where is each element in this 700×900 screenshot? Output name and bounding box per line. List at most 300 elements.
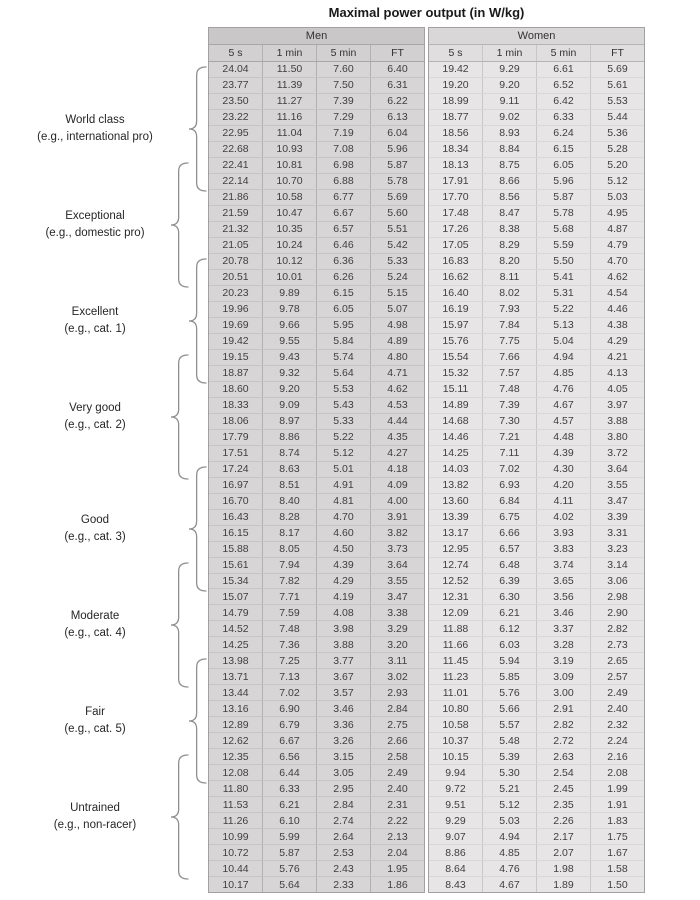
data-cell: 19.42	[209, 334, 263, 349]
data-cell: 3.55	[607, 479, 628, 492]
data-cell: 3.00	[537, 685, 591, 700]
table-row	[209, 574, 424, 590]
data-cell: 2.64	[317, 829, 371, 844]
data-cell: 9.20	[263, 382, 317, 397]
data-cell: 2.49	[387, 766, 408, 779]
data-cell: 10.15	[429, 749, 483, 764]
table-row	[429, 701, 644, 717]
table-row	[209, 254, 424, 270]
data-cell: 4.05	[607, 383, 628, 396]
data-cell: 3.46	[537, 605, 591, 620]
table-row	[429, 637, 644, 653]
data-cell: 11.80	[209, 781, 263, 796]
data-cell: 14.52	[209, 621, 263, 636]
data-cell: 12.35	[209, 749, 263, 764]
data-cell: 7.21	[483, 430, 537, 445]
data-cell: 12.95	[429, 542, 483, 557]
data-cell: 7.50	[317, 78, 371, 93]
table-row	[209, 446, 424, 462]
table-row	[429, 558, 644, 574]
data-cell: 9.29	[429, 813, 483, 828]
category-name: Moderate	[70, 610, 120, 622]
category-label	[5, 512, 185, 546]
data-cell: 11.26	[209, 813, 263, 828]
data-cell: 17.70	[429, 190, 483, 205]
data-cell: 3.28	[537, 637, 591, 652]
category-name: Untrained	[70, 802, 120, 814]
table-row	[209, 877, 424, 892]
data-cell: 4.20	[537, 478, 591, 493]
data-cell: 7.71	[263, 589, 317, 604]
data-cell: 18.77	[429, 110, 483, 125]
data-cell: 2.07	[537, 845, 591, 860]
data-cell: 16.62	[429, 270, 483, 285]
column-header: FT	[611, 47, 624, 59]
data-cell: 3.56	[537, 589, 591, 604]
table-row	[209, 62, 424, 78]
data-cell: 14.25	[209, 637, 263, 652]
table-row	[209, 174, 424, 190]
data-cell: 2.26	[537, 813, 591, 828]
data-cell: 4.50	[317, 542, 371, 557]
data-cell: 9.89	[263, 286, 317, 301]
data-cell: 2.53	[317, 845, 371, 860]
data-cell: 6.44	[263, 765, 317, 780]
data-cell: 6.33	[537, 110, 591, 125]
data-cell: 6.75	[483, 510, 537, 525]
data-cell: 4.13	[607, 367, 628, 380]
category-example: (e.g., non-racer)	[53, 819, 137, 831]
data-cell: 2.16	[607, 750, 628, 763]
data-cell: 3.88	[607, 415, 628, 428]
table-row	[209, 414, 424, 430]
data-cell: 9.11	[483, 94, 537, 109]
table-row	[209, 398, 424, 414]
table-row	[209, 190, 424, 206]
table-row	[429, 142, 644, 158]
table-row	[429, 765, 644, 781]
data-cell: 8.97	[263, 414, 317, 429]
category-example: (e.g., cat. 1)	[64, 323, 126, 335]
data-cell: 8.74	[263, 446, 317, 461]
data-cell: 5.28	[607, 143, 628, 156]
men-section	[208, 27, 425, 893]
data-cell: 18.56	[429, 126, 483, 141]
data-cell: 5.33	[317, 414, 371, 429]
data-cell: 6.57	[317, 222, 371, 237]
data-cell: 5.87	[263, 845, 317, 860]
group-header-men: Men	[209, 28, 424, 45]
data-cell: 20.51	[209, 270, 263, 285]
data-cell: 8.29	[483, 238, 537, 253]
data-cell: 2.65	[607, 654, 628, 667]
table-row	[429, 749, 644, 765]
data-cell: 8.86	[429, 845, 483, 860]
category-brace	[189, 259, 206, 383]
data-cell: 2.82	[537, 717, 591, 732]
data-cell: 19.96	[209, 302, 263, 317]
table-row	[429, 685, 644, 701]
table-row	[209, 621, 424, 637]
data-cell: 2.93	[387, 686, 408, 699]
data-cell: 6.77	[317, 190, 371, 205]
data-cell: 24.04	[209, 62, 263, 77]
data-cell: 10.01	[263, 270, 317, 285]
data-cell: 5.76	[263, 861, 317, 876]
data-cell: 5.48	[483, 733, 537, 748]
table-row	[209, 813, 424, 829]
data-cell: 3.36	[317, 717, 371, 732]
table-row	[209, 110, 424, 126]
data-cell: 3.06	[607, 574, 628, 587]
data-cell: 8.43	[429, 877, 483, 892]
data-cell: 12.08	[209, 765, 263, 780]
data-cell: 12.31	[429, 589, 483, 604]
data-cell: 1.98	[537, 861, 591, 876]
table-row	[209, 270, 424, 286]
data-cell: 4.94	[483, 829, 537, 844]
table-row	[429, 382, 644, 398]
data-cell: 4.76	[537, 382, 591, 397]
data-cell: 8.75	[483, 158, 537, 173]
data-cell: 5.68	[537, 222, 591, 237]
data-cell: 5.76	[483, 685, 537, 700]
data-cell: 3.09	[537, 669, 591, 684]
data-cell: 4.48	[537, 430, 591, 445]
data-cell: 8.47	[483, 206, 537, 221]
data-cell: 5.59	[537, 238, 591, 253]
data-cell: 2.49	[607, 686, 628, 699]
data-cell: 9.51	[429, 797, 483, 812]
data-cell: 6.48	[483, 558, 537, 573]
data-cell: 5.03	[483, 813, 537, 828]
data-cell: 9.55	[263, 334, 317, 349]
data-cell: 16.97	[209, 478, 263, 493]
data-cell: 5.22	[317, 430, 371, 445]
data-cell: 3.14	[607, 559, 628, 571]
data-cell: 10.24	[263, 238, 317, 253]
data-cell: 5.33	[387, 255, 408, 268]
category-example: (e.g., cat. 3)	[64, 531, 126, 543]
data-cell: 9.20	[483, 78, 537, 93]
table-row	[429, 222, 644, 238]
table-row	[209, 286, 424, 302]
data-cell: 10.37	[429, 733, 483, 748]
data-cell: 9.43	[263, 350, 317, 365]
category-example: (e.g., cat. 2)	[64, 419, 126, 431]
data-cell: 22.41	[209, 158, 263, 173]
data-cell: 6.10	[263, 813, 317, 828]
data-cell: 6.46	[317, 238, 371, 253]
table-row	[209, 717, 424, 733]
data-cell: 15.76	[429, 334, 483, 349]
data-cell: 5.04	[537, 334, 591, 349]
data-cell: 9.07	[429, 829, 483, 844]
data-cell: 2.40	[607, 702, 628, 715]
data-cell: 5.78	[537, 206, 591, 221]
data-cell: 15.32	[429, 366, 483, 381]
data-cell: 3.82	[387, 527, 408, 540]
data-cell: 14.46	[429, 430, 483, 445]
table-row	[209, 637, 424, 653]
data-cell: 7.30	[483, 414, 537, 429]
data-cell: 6.15	[317, 286, 371, 301]
table-row	[429, 829, 644, 845]
data-cell: 7.02	[263, 685, 317, 700]
data-cell: 6.24	[537, 126, 591, 141]
data-cell: 8.17	[263, 526, 317, 541]
data-cell: 8.86	[263, 430, 317, 445]
data-cell: 5.15	[387, 287, 408, 300]
data-cell: 18.13	[429, 158, 483, 173]
column-header-row	[209, 45, 424, 62]
data-cell: 13.39	[429, 510, 483, 525]
data-cell: 15.88	[209, 542, 263, 557]
table-row	[429, 318, 644, 334]
data-cell: 4.62	[607, 271, 628, 284]
data-cell: 2.13	[387, 830, 408, 843]
table-row	[209, 749, 424, 765]
table-row	[209, 158, 424, 174]
data-cell: 5.42	[387, 239, 408, 252]
data-cell: 3.37	[537, 621, 591, 636]
data-cell: 9.02	[483, 110, 537, 125]
data-cell: 16.70	[209, 494, 263, 509]
data-cell: 5.87	[537, 190, 591, 205]
data-cell: 12.89	[209, 717, 263, 732]
data-cell: 4.79	[607, 239, 628, 252]
data-cell: 17.48	[429, 206, 483, 221]
table-row	[429, 174, 644, 190]
table-row	[429, 717, 644, 733]
category-name: Excellent	[71, 306, 119, 318]
data-cell: 3.55	[387, 574, 408, 587]
data-cell: 8.05	[263, 542, 317, 557]
category-example: (e.g., international pro)	[37, 131, 153, 143]
data-cell: 1.99	[607, 782, 628, 795]
data-cell: 6.05	[537, 158, 591, 173]
data-cell: 11.01	[429, 685, 483, 700]
category-name: Fair	[85, 706, 105, 718]
category-label	[5, 800, 185, 834]
data-cell: 2.98	[607, 590, 628, 603]
data-cell: 1.86	[387, 878, 408, 891]
data-cell: 4.02	[537, 510, 591, 525]
table-row	[429, 430, 644, 446]
table-row	[429, 813, 644, 829]
data-cell: 5.61	[607, 79, 628, 92]
data-cell: 8.40	[263, 494, 317, 509]
data-cell: 4.85	[483, 845, 537, 860]
data-cell: 9.32	[263, 366, 317, 381]
data-cell: 14.68	[429, 414, 483, 429]
table-row	[209, 350, 424, 366]
data-cell: 2.57	[607, 670, 628, 683]
data-cell: 13.17	[429, 526, 483, 541]
category-label	[5, 608, 185, 642]
table-row	[209, 238, 424, 254]
column-header: FT	[391, 47, 404, 59]
data-cell: 4.62	[387, 383, 408, 396]
data-cell: 7.13	[263, 669, 317, 684]
data-cell: 8.93	[483, 126, 537, 141]
data-cell: 7.93	[483, 302, 537, 317]
data-cell: 4.98	[387, 319, 408, 332]
data-cell: 18.06	[209, 414, 263, 429]
table-row	[429, 190, 644, 206]
data-cell: 13.71	[209, 669, 263, 684]
table-row	[429, 126, 644, 142]
data-cell: 5.50	[537, 254, 591, 269]
table-row	[209, 510, 424, 526]
data-cell: 6.56	[263, 749, 317, 764]
data-cell: 4.38	[607, 319, 628, 332]
data-cell: 2.24	[607, 734, 628, 747]
table-row	[429, 62, 644, 78]
data-cell: 22.68	[209, 142, 263, 157]
data-cell: 5.53	[607, 95, 628, 108]
data-cell: 5.74	[317, 350, 371, 365]
table-row	[429, 350, 644, 366]
data-cell: 5.57	[483, 717, 537, 732]
data-cell: 2.04	[387, 846, 408, 859]
table-row	[429, 478, 644, 494]
table-row	[429, 462, 644, 478]
table-row	[209, 733, 424, 749]
table-row	[429, 669, 644, 685]
data-cell: 14.89	[429, 398, 483, 413]
data-cell: 7.84	[483, 318, 537, 333]
data-cell: 5.53	[317, 382, 371, 397]
data-cell: 11.16	[263, 110, 317, 125]
data-cell: 4.85	[537, 366, 591, 381]
data-cell: 4.08	[317, 605, 371, 620]
table-row	[429, 254, 644, 270]
column-header: 1 min	[483, 45, 537, 61]
table-row	[429, 206, 644, 222]
data-cell: 23.50	[209, 94, 263, 109]
data-cell: 16.40	[429, 286, 483, 301]
data-cell: 11.27	[263, 94, 317, 109]
data-cell: 14.25	[429, 446, 483, 461]
data-cell: 21.32	[209, 222, 263, 237]
category-label	[5, 704, 185, 738]
table-row	[429, 733, 644, 749]
data-cell: 7.36	[263, 637, 317, 652]
table-row	[209, 334, 424, 350]
data-cell: 4.67	[483, 877, 537, 892]
data-cell: 6.61	[537, 62, 591, 77]
data-cell: 15.97	[429, 318, 483, 333]
data-cell: 5.07	[387, 303, 408, 316]
data-cell: 11.23	[429, 669, 483, 684]
data-cell: 4.76	[483, 861, 537, 876]
data-cell: 4.87	[607, 223, 628, 236]
table-row	[429, 94, 644, 110]
table-row	[429, 877, 644, 892]
data-cell: 3.02	[387, 670, 408, 683]
data-cell: 2.90	[607, 606, 628, 619]
data-cell: 2.66	[387, 734, 408, 747]
data-cell: 3.98	[317, 621, 371, 636]
data-cell: 15.61	[209, 558, 263, 573]
data-cell: 8.20	[483, 254, 537, 269]
data-cell: 1.58	[607, 862, 628, 875]
data-cell: 18.33	[209, 398, 263, 413]
data-cell: 18.60	[209, 382, 263, 397]
category-label	[5, 208, 185, 242]
data-cell: 6.31	[387, 79, 408, 92]
data-cell: 11.04	[263, 126, 317, 141]
data-cell: 23.77	[209, 78, 263, 93]
data-cell: 5.22	[537, 302, 591, 317]
data-cell: 18.87	[209, 366, 263, 381]
data-cell: 4.29	[607, 335, 628, 348]
data-cell: 10.58	[429, 717, 483, 732]
data-cell: 1.75	[607, 830, 628, 843]
table-row	[429, 526, 644, 542]
data-cell: 5.21	[483, 781, 537, 796]
power-table	[208, 27, 645, 893]
data-cell: 5.96	[537, 174, 591, 189]
table-row	[429, 158, 644, 174]
data-cell: 5.03	[607, 191, 628, 204]
table-row	[209, 558, 424, 574]
data-cell: 6.90	[263, 701, 317, 716]
category-brace	[189, 67, 206, 191]
data-cell: 5.41	[537, 270, 591, 285]
category-label	[5, 304, 185, 338]
data-cell: 4.70	[317, 510, 371, 525]
data-cell: 21.86	[209, 190, 263, 205]
data-cell: 7.57	[483, 366, 537, 381]
data-cell: 2.54	[537, 765, 591, 780]
women-section	[428, 27, 645, 893]
data-cell: 2.58	[387, 750, 408, 763]
data-cell: 3.29	[387, 622, 408, 635]
data-cell: 10.58	[263, 190, 317, 205]
data-cell: 4.67	[537, 398, 591, 413]
data-cell: 4.18	[387, 463, 408, 476]
table-row	[429, 605, 644, 621]
category-brace	[189, 659, 206, 783]
data-cell: 14.79	[209, 605, 263, 620]
column-header: 5 min	[317, 45, 371, 61]
data-cell: 12.52	[429, 574, 483, 589]
data-cell: 7.94	[263, 558, 317, 573]
data-cell: 3.23	[607, 543, 628, 556]
table-row	[429, 797, 644, 813]
category-name: World class	[65, 114, 125, 126]
group-header-women: Women	[429, 28, 644, 45]
data-cell: 3.26	[317, 733, 371, 748]
data-cell: 5.13	[537, 318, 591, 333]
data-cell: 7.66	[483, 350, 537, 365]
data-cell: 17.26	[429, 222, 483, 237]
data-cell: 17.79	[209, 430, 263, 445]
data-cell: 4.39	[537, 446, 591, 461]
data-cell: 4.60	[317, 526, 371, 541]
data-cell: 3.77	[317, 653, 371, 668]
table-row	[209, 366, 424, 382]
data-cell: 17.05	[429, 238, 483, 253]
table-row	[209, 126, 424, 142]
data-cell: 6.30	[483, 589, 537, 604]
data-cell: 9.94	[429, 765, 483, 780]
data-cell: 2.31	[387, 798, 408, 811]
table-row	[429, 653, 644, 669]
table-row	[209, 94, 424, 110]
